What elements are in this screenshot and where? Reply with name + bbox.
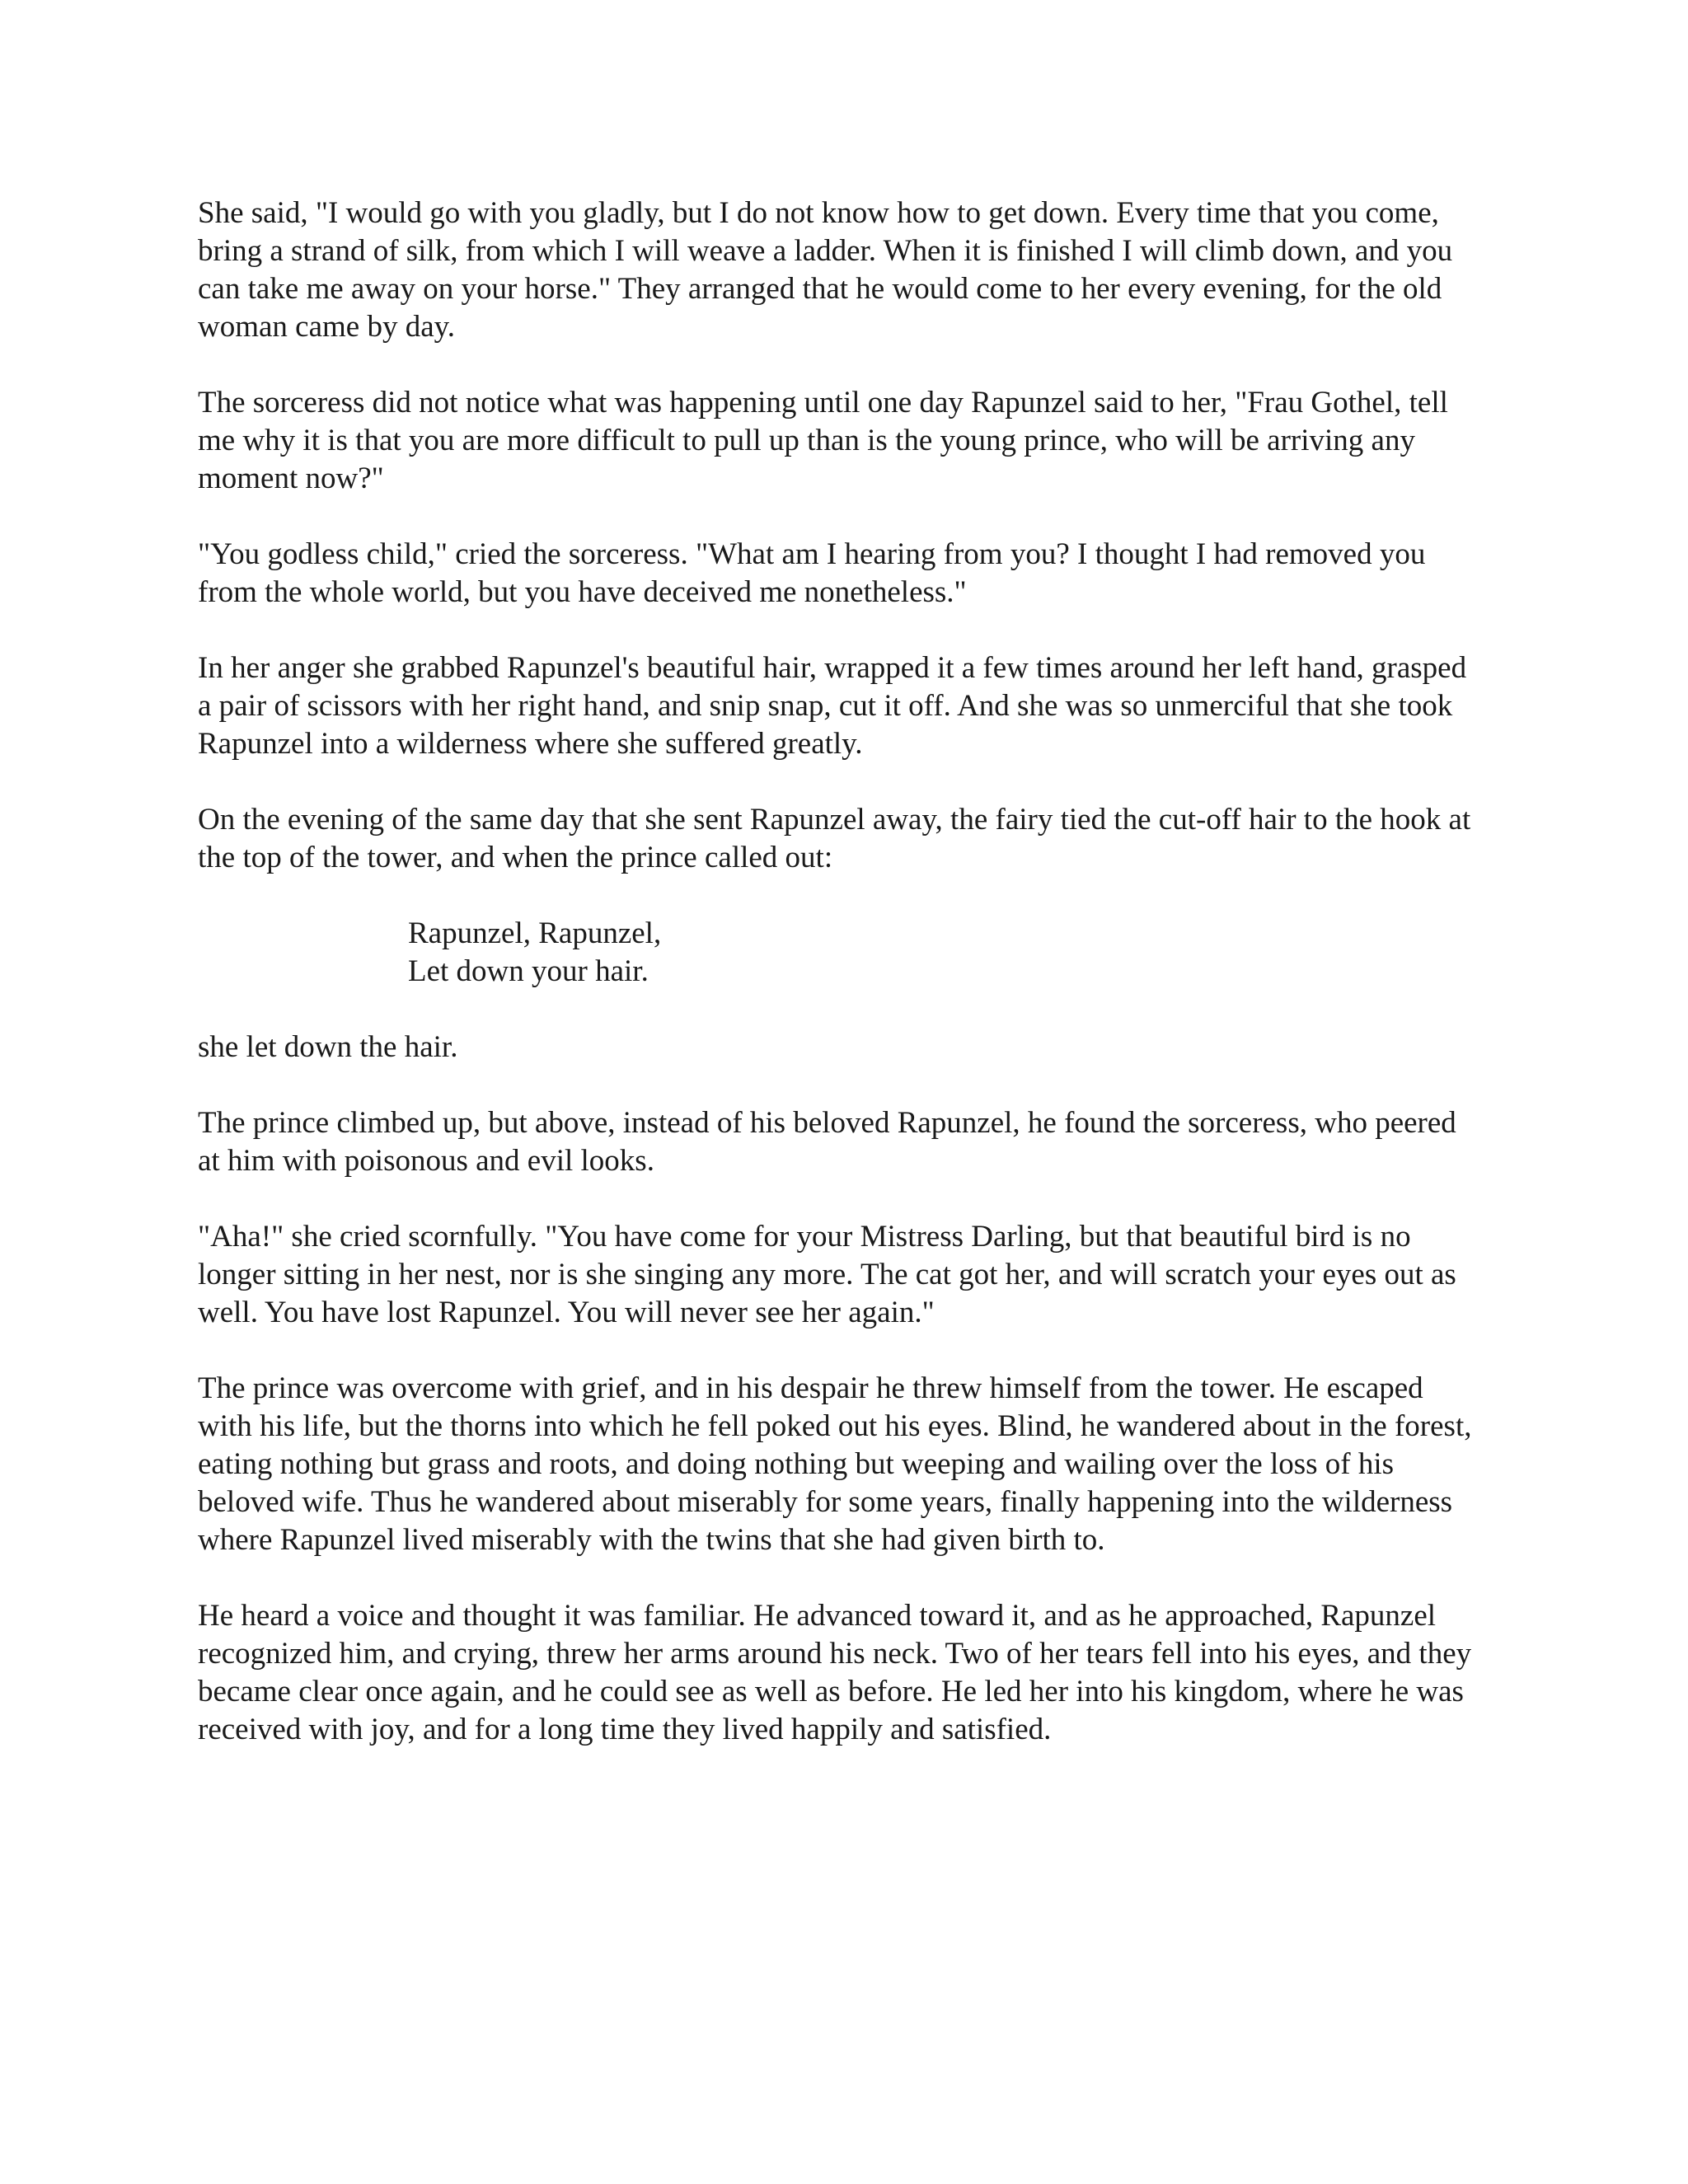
verse-block: [198, 915, 1484, 991]
paragraph-4: In her anger she grabbed Rapunzel's beautiful hair, wrapped it a few times around her left hand, grasped a pair of scissors with her right hand, and snip snap, cut it off. And she was so unmerciful that she took Rapunzel into a wilderness where she suffered greatly.: [198, 651, 1467, 761]
paragraph-7: The prince climbed up, but above, instead of his beloved Rapunzel, he found the sorceress, who peered at him with poisonous and evil looks.: [198, 1106, 1456, 1178]
verse-line-2: Let down your hair.: [408, 954, 649, 988]
paragraph-6: she let down the hair.: [198, 1030, 458, 1064]
paragraph-3: "You godless child," cried the sorceress. "What am I hearing from you? I thought I had removed you from the whole world, but you have deceived me nonetheless.": [198, 537, 1426, 609]
paragraph-10: He heard a voice and thought it was familiar. He advanced toward it, and as he approached, Rapunzel recognized him, and crying, threw her arms around his neck. Two of her tears fell into his eyes, and they became clear once again, and he could see as well as before. He led her into his kingdom, where he was received with joy, and for a long time they lived happily and satisfied.: [198, 1599, 1472, 1746]
paragraph-2: The sorceress did not notice what was happening until one day Rapunzel said to her, "Frau Gothel, tell me why it is that you are more difficult to pull up than is the young prince, who will be arriving any moment now?": [198, 386, 1448, 495]
paragraph-9: The prince was overcome with grief, and in his despair he threw himself from the tower. He escaped with his life, but the thorns into which he fell poked out his eyes. Blind, he wandered about in the forest, eating nothing but grass and roots, and doing nothing but weeping and wailing over the loss of his beloved wife. Thus he wandered about miserably for some years, finally happening into the wilderness where Rapunzel lived miserably with the twins that she had given birth to.: [198, 1371, 1472, 1557]
paragraph-5: On the evening of the same day that she sent Rapunzel away, the fairy tied the cut-off hair to the hook at the top of the tower, and when the prince called out:: [198, 803, 1471, 874]
verse-line-1: Rapunzel, Rapunzel,: [408, 916, 662, 950]
paragraph-1: She said, "I would go with you gladly, but I do not know how to get down. Every time that you come, bring a strand of silk, from which I will weave a ladder. When it is finished I will climb down, and you can take me away on your horse." They arranged that he would come to her every evening, for the old woman came by day.: [198, 196, 1453, 344]
paragraph-8: "Aha!" she cried scornfully. "You have come for your Mistress Darling, but that beautiful bird is no longer sitting in her nest, nor is she singing any more. The cat got her, and will scratch your eyes out as well. You have lost Rapunzel. You will never see her again.": [198, 1220, 1456, 1329]
document-body: [198, 194, 1484, 1787]
